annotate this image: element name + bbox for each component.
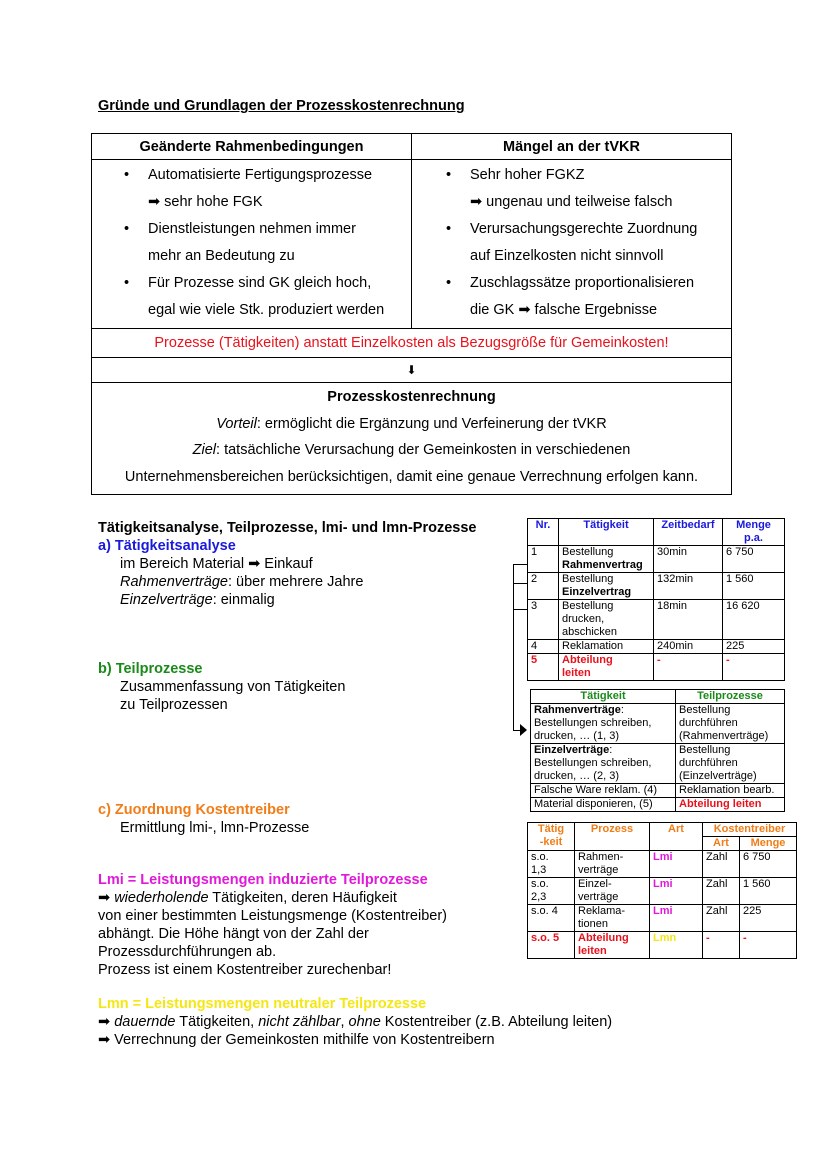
summary-ziel-cont: Unternehmensbereichen berücksichtigen, damit eine genaue Verrechnung erfolgen kann.	[124, 468, 699, 485]
table-header: Art	[650, 823, 703, 851]
bracket-line	[513, 609, 527, 610]
summary-ziel: Ziel: tatsächliche Verursachung der Gemeinkosten in verschiedenen	[192, 442, 631, 458]
table-header: Nr.	[528, 519, 559, 546]
section-a-line1: im Bereich Material ➡ Einkauf	[120, 556, 313, 572]
section-b-title: b) Teilprozesse	[98, 661, 203, 677]
list-item: • Für Prozesse sind GK gleich hoch, egal wie viele Stk. produziert werden	[124, 275, 385, 318]
summary-title: Prozesskostenrechnung	[327, 389, 496, 405]
list-item: • Verursachungsgerechte Zuordnung auf Einzelkosten nicht sinnvoll	[446, 221, 698, 264]
table-header: Zeitbedarf	[654, 519, 723, 546]
table-row: s.o. 5 Abteilung leiten Lmn - -	[528, 932, 797, 959]
arrow-right-icon	[520, 724, 527, 736]
bracket-line	[513, 564, 514, 730]
table-header: Prozess	[575, 823, 650, 851]
summary-vorteil: Vorteil: ermöglicht die Ergänzung und Verfeinerung der tVKR	[216, 415, 607, 432]
section-c-line1: Ermittlung lmi-, lmn-Prozesse	[120, 820, 310, 836]
table-row: Falsche Ware reklam. (4) Reklamation bearb.	[531, 784, 785, 798]
table-header: Tätig -keit	[528, 823, 575, 851]
table-row: s.o. 2,3 Einzel- verträge Lmi Zahl 1 560	[528, 878, 797, 905]
table-row: Rahmenverträge: Bestellungen schreiben, drucken, … (1, 3) Bestellung durchführen (Rahmenverträge)	[531, 704, 785, 744]
list-item: • Dienstleistungen nehmen immer mehr an Bedeutung zu	[124, 221, 356, 264]
section-a-einzel: Einzelverträge: einmalig	[120, 592, 275, 608]
table-header: Art	[703, 837, 740, 851]
lmi-line1: ➡ wiederholende Tätigkeiten, deren Häufigkeit	[98, 890, 397, 906]
table-row: s.o. 4 Reklama- tionen Lmi Zahl 225	[528, 905, 797, 932]
lmi-title: Lmi = Leistungsmengen induzierte Teilprozesse	[98, 872, 428, 888]
table-header: Menge	[740, 837, 797, 851]
down-arrow-icon: ⬇	[92, 358, 732, 383]
left-bullet-list	[92, 160, 411, 328]
lmn-line2: ➡ Verrechnung der Gemeinkosten mithilfe von Kostentreibern	[98, 1032, 495, 1048]
right-bullet-list	[412, 160, 731, 328]
table-header: Tätigkeit	[559, 519, 654, 546]
table-header: Tätigkeit	[531, 690, 676, 704]
conclusion-row: Prozesse (Tätigkeiten) anstatt Einzelkosten als Bezugsgröße für Gemeinkosten!	[92, 329, 732, 358]
bracket-line	[513, 583, 527, 584]
lmi-line4: Prozessdurchführungen ab.	[98, 944, 277, 960]
section-a-rahmen: Rahmenverträge: über mehrere Jahre	[120, 574, 364, 590]
col-header-left: Geänderte Rahmenbedingungen	[92, 134, 412, 160]
section-a-title: a) Tätigkeitsanalyse	[98, 538, 236, 554]
subprocess-table	[530, 689, 785, 812]
table-row: Einzelverträge: Bestellungen schreiben, drucken, … (2, 3) Bestellung durchführen (Einzelverträge)	[531, 744, 785, 784]
table-header: Menge p.a.	[723, 519, 785, 546]
cost-driver-table	[527, 822, 797, 959]
activity-table	[527, 518, 785, 681]
comparison-table	[91, 133, 732, 495]
lmn-line1: ➡ dauernde Tätigkeiten, nicht zählbar, ohne Kostentreiber (z.B. Abteilung leiten)	[98, 1014, 613, 1030]
section-title: Tätigkeitsanalyse, Teilprozesse, lmi- und lmn-Prozesse	[98, 520, 477, 536]
lmi-line2: von einer bestimmten Leistungsmenge (Kostentreiber)	[98, 908, 447, 924]
lmn-title: Lmn = Leistungsmengen neutraler Teilprozesse	[98, 996, 427, 1012]
table-row: Material disponieren, (5) Abteilung leiten	[531, 798, 785, 812]
section-b-line1: Zusammenfassung von Tätigkeiten	[120, 679, 346, 695]
list-item: • Sehr hoher FGKZ ➡ ungenau und teilweise falsch	[446, 167, 673, 210]
table-row: 2 Bestellung Einzelvertrag 132min 1 560	[528, 573, 785, 600]
list-item: • Automatisierte Fertigungsprozesse ➡ sehr hohe FGK	[124, 167, 373, 210]
table-header: Teilprozesse	[676, 690, 785, 704]
list-item: • Zuschlagssätze proportionalisieren die GK ➡ falsche Ergebnisse	[446, 275, 695, 318]
page-title: Gründe und Grundlagen der Prozesskostenrechnung	[98, 98, 465, 114]
bracket-line	[513, 564, 527, 565]
table-row: 1 Bestellung Rahmenvertrag 30min 6 750	[528, 546, 785, 573]
table-row: s.o. 1,3 Rahmen- verträge Lmi Zahl 6 750	[528, 851, 797, 878]
lmi-line3: abhängt. Die Höhe hängt von der Zahl der	[98, 926, 369, 942]
table-row: 3 Bestellung drucken, abschicken 18min 16 620	[528, 600, 785, 640]
table-row: 4 Reklamation 240min 225	[528, 640, 785, 654]
table-row: 5 Abteilung leiten - -	[528, 654, 785, 681]
lmi-line5: Prozess ist einem Kostentreiber zurechenbar!	[98, 962, 392, 978]
section-b-line2: zu Teilprozessen	[120, 697, 228, 713]
section-c-title: c) Zuordnung Kostentreiber	[98, 802, 290, 818]
table-header: Kostentreiber	[703, 823, 797, 837]
col-header-right: Mängel an der tVKR	[412, 134, 732, 160]
